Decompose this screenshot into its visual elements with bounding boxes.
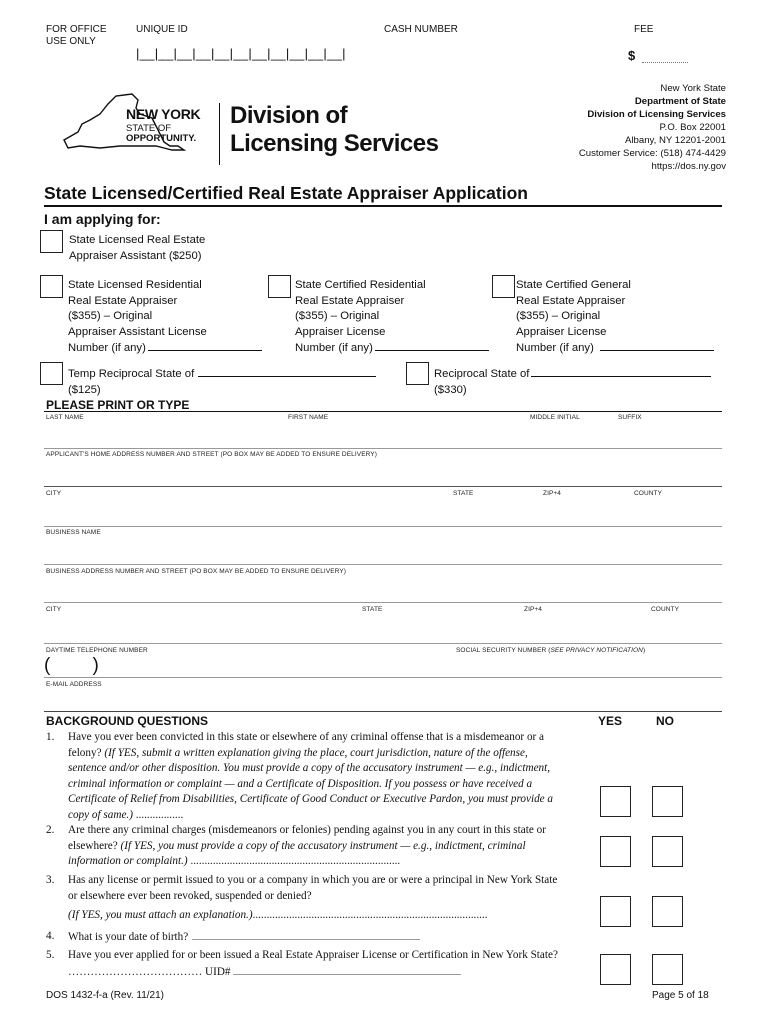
q1-text: Have you ever been convicted in this state or elsewhere of any criminal offense that is a misdemeanor or a felony?	[68, 731, 545, 759]
question-5	[46, 948, 566, 980]
q1-dots: .................	[132, 808, 184, 821]
option-reciprocal	[434, 367, 711, 398]
opt-tr-line2: ($125)	[68, 383, 101, 396]
question-2	[46, 823, 566, 870]
opt-lr-line1: State Licensed Residential	[68, 279, 202, 291]
page-title: State Licensed/Certified Real Estate Appraiser Application	[44, 183, 528, 203]
phone-ssn-input-line[interactable]	[44, 677, 722, 678]
business-name-input-line[interactable]	[44, 564, 722, 565]
q1-italic: (If YES, submit a written explanation giving the place, court jurisdiction, nature of the offense, sentence and/or other disposition. You must provide a copy of the accusatory instrument — e.g., indictment, criminal information or complaint — and a Certificate of Disposition. If you possess or have received a Certificate of Relief from Disabilities, Certificate of Good Conduct or Executive Pardon, you must provide a copy of same.)	[68, 746, 554, 821]
city1-label: CITY	[46, 490, 62, 497]
email-input-line[interactable]	[44, 711, 722, 712]
opt-cg-line3: ($355) – Original	[516, 310, 601, 322]
opt-r-line1: Reciprocal State of	[434, 368, 530, 380]
agency-state: New York State	[660, 83, 726, 94]
question-4	[46, 929, 566, 946]
option-assistant-line1: State Licensed Real Estate	[69, 234, 206, 246]
opt-tr-line1: Temp Reciprocal State of	[68, 368, 195, 380]
reciprocal-checkbox[interactable]	[406, 362, 429, 385]
certified-residential-license-input[interactable]	[375, 340, 489, 351]
option-temp-reciprocal	[68, 367, 376, 398]
ssn-label-prefix: SOCIAL SECURITY NUMBER (	[456, 647, 551, 654]
q3-yes-checkbox[interactable]	[600, 896, 631, 927]
background-heading: BACKGROUND QUESTIONS	[46, 714, 209, 728]
email-label: E-MAIL ADDRESS	[46, 681, 102, 688]
opt-cg-line2: Real Estate Appraiser	[516, 294, 626, 307]
q3-italic: (If YES, you must attach an explanation.)	[68, 909, 253, 921]
applying-for-heading: I am applying for:	[44, 211, 161, 227]
ny-logo-line2: STATE OF	[126, 123, 172, 134]
q3-number: 3.	[46, 874, 55, 886]
question-1	[46, 730, 566, 823]
agency-url[interactable]: https://dos.ny.gov	[651, 161, 726, 172]
reciprocal-state-input[interactable]	[531, 370, 711, 377]
division-line2: Licensing Services	[230, 130, 439, 157]
middle-initial-label: MIDDLE INITIAL	[530, 414, 580, 421]
agency-address-block	[496, 82, 726, 173]
option-certified-general	[516, 278, 714, 357]
ny-logo-line3: OPPORTUNITY.	[126, 133, 197, 144]
page-number: Page 5 of 18	[652, 990, 709, 1001]
opt-cr-line2: Real Estate Appraiser	[295, 294, 405, 307]
city2-label: CITY	[46, 606, 62, 613]
state1-label: STATE	[453, 490, 474, 497]
agency-division: Division of Licensing Services	[587, 109, 726, 120]
agency-po-box: P.O. Box 22001	[659, 122, 726, 133]
option-licensed-residential	[68, 278, 262, 357]
q2-dots: ...........................................................................	[187, 855, 401, 867]
business-address-label: BUSINESS ADDRESS NUMBER AND STREET (PO BOX MAY BE ADDED TO ENSURE DELIVERY)	[46, 568, 347, 575]
opt-r-line2: ($330)	[434, 383, 467, 396]
agency-city: Albany, NY 12201-2001	[625, 135, 726, 146]
assistant-checkbox[interactable]	[40, 230, 63, 253]
opt-cr-line4: Appraiser License	[295, 325, 386, 338]
q5-number: 5.	[46, 949, 55, 961]
opt-cr-line3: ($355) – Original	[295, 310, 380, 322]
phone-area-code-parens[interactable]: ( )	[44, 655, 99, 676]
q1-number: 1.	[46, 731, 55, 743]
agency-department: Department of State	[634, 96, 726, 107]
q5-no-checkbox[interactable]	[652, 954, 683, 985]
county2-label: COUNTY	[651, 606, 680, 613]
phone-label: DAYTIME TELEPHONE NUMBER	[46, 647, 148, 654]
q2-yes-checkbox[interactable]	[600, 836, 631, 867]
option-certified-residential	[295, 278, 489, 357]
zip1-label: ZIP+4	[543, 490, 562, 497]
certified-residential-checkbox[interactable]	[268, 275, 291, 298]
office-use-label: FOR OFFICE USE ONLY	[46, 24, 107, 47]
q5-yes-checkbox[interactable]	[600, 954, 631, 985]
option-assistant	[69, 233, 205, 264]
q3-text: Has any license or permit issued to you or a company in which you are or were a principal in New York State or elsewhere ever been revoked, suspended or denied?	[68, 874, 558, 902]
last-name-label: LAST NAME	[46, 414, 84, 421]
city-state-zip1-input-line[interactable]	[44, 526, 722, 527]
q5-text: Have you ever applied for or been issued a Real Estate Appraiser License or Certification in New York State?	[68, 949, 558, 961]
zip2-label: ZIP+4	[524, 606, 543, 613]
print-rule	[44, 411, 722, 412]
q4-number: 4.	[46, 930, 55, 942]
licensed-residential-checkbox[interactable]	[40, 275, 63, 298]
first-name-label: FIRST NAME	[288, 414, 329, 421]
opt-lr-line5: Number (if any)	[68, 342, 146, 354]
ssn-label-suffix: )	[642, 647, 646, 654]
name-input-line[interactable]	[44, 448, 722, 449]
certified-general-checkbox[interactable]	[492, 275, 515, 298]
opt-cg-line5: Number (if any)	[516, 342, 594, 354]
logo-divider	[219, 103, 220, 165]
opt-lr-line2: Real Estate Appraiser	[68, 294, 178, 307]
opt-cg-line1: State Certified General	[516, 279, 631, 291]
unique-id-label: UNIQUE ID	[136, 24, 188, 35]
form-id: DOS 1432-f-a (Rev. 11/21)	[46, 990, 165, 1001]
q2-no-checkbox[interactable]	[652, 836, 683, 867]
cash-number-label: CASH NUMBER	[384, 24, 458, 35]
home-address-input-line[interactable]	[44, 486, 722, 487]
opt-lr-line4: Appraiser Assistant License	[68, 325, 207, 338]
certified-general-license-input[interactable]	[600, 340, 714, 351]
licensed-residential-license-input[interactable]	[148, 340, 262, 351]
state2-label: STATE	[362, 606, 383, 613]
opt-cr-line1: State Certified Residential	[295, 279, 426, 291]
division-line1: Division of	[230, 102, 348, 129]
print-heading: PLEASE PRINT OR TYPE	[46, 398, 190, 412]
fee-dollar-sign: $	[628, 48, 636, 63]
q4-text: What is your date of birth?	[68, 931, 189, 943]
q5-dots: ……………………………… UID#	[68, 965, 231, 978]
business-name-label: BUSINESS NAME	[46, 529, 101, 536]
city-state-zip2-input-line[interactable]	[44, 643, 722, 644]
date-of-birth-input[interactable]	[192, 929, 420, 940]
opt-cr-line5: Number (if any)	[295, 342, 373, 354]
business-address-input-line[interactable]	[44, 602, 722, 603]
q2-number: 2.	[46, 824, 55, 836]
county1-label: COUNTY	[634, 490, 663, 497]
temp-reciprocal-state-input[interactable]	[198, 370, 376, 377]
q1-yes-checkbox[interactable]	[600, 786, 631, 817]
q2-text: Are there any criminal charges (misdemeanors or felonies) pending against you in any court in this state or elsewhere?	[68, 824, 546, 852]
temp-reciprocal-checkbox[interactable]	[40, 362, 63, 385]
no-column-label: NO	[656, 714, 674, 728]
question-3	[46, 873, 566, 924]
unique-id-slots[interactable]: |__|__|__|__|__|__|__|__|__|__|__|	[136, 46, 346, 61]
q3-no-checkbox[interactable]	[652, 896, 683, 927]
fee-input-line[interactable]	[642, 62, 688, 63]
title-rule	[44, 205, 722, 207]
home-address-label: APPLICANT'S HOME ADDRESS NUMBER AND STREET (PO BOX MAY BE ADDED TO ENSURE DELIVERY)	[46, 451, 378, 458]
suffix-label: SUFFIX	[618, 414, 642, 421]
agency-phone: Customer Service: (518) 474-4429	[578, 148, 726, 159]
q1-no-checkbox[interactable]	[652, 786, 683, 817]
option-assistant-line2: Appraiser Assistant ($250)	[69, 249, 202, 262]
privacy-notification-link[interactable]: SEE PRIVACY NOTIFICATION	[550, 647, 643, 654]
opt-cg-line4: Appraiser License	[516, 325, 607, 338]
opt-lr-line3: ($355) – Original	[68, 310, 153, 322]
yes-column-label: YES	[598, 714, 623, 728]
uid-input[interactable]	[233, 964, 461, 975]
q2-italic: (If YES, you must provide a copy of the accusatory instrument — e.g., indictment, criminal information or complaint.)	[68, 839, 526, 867]
q3-dots: ....................................................................................	[252, 909, 488, 921]
ny-logo-line1: NEW YORK	[126, 106, 201, 122]
ssn-label	[456, 647, 645, 654]
fee-label: FEE	[634, 24, 654, 35]
